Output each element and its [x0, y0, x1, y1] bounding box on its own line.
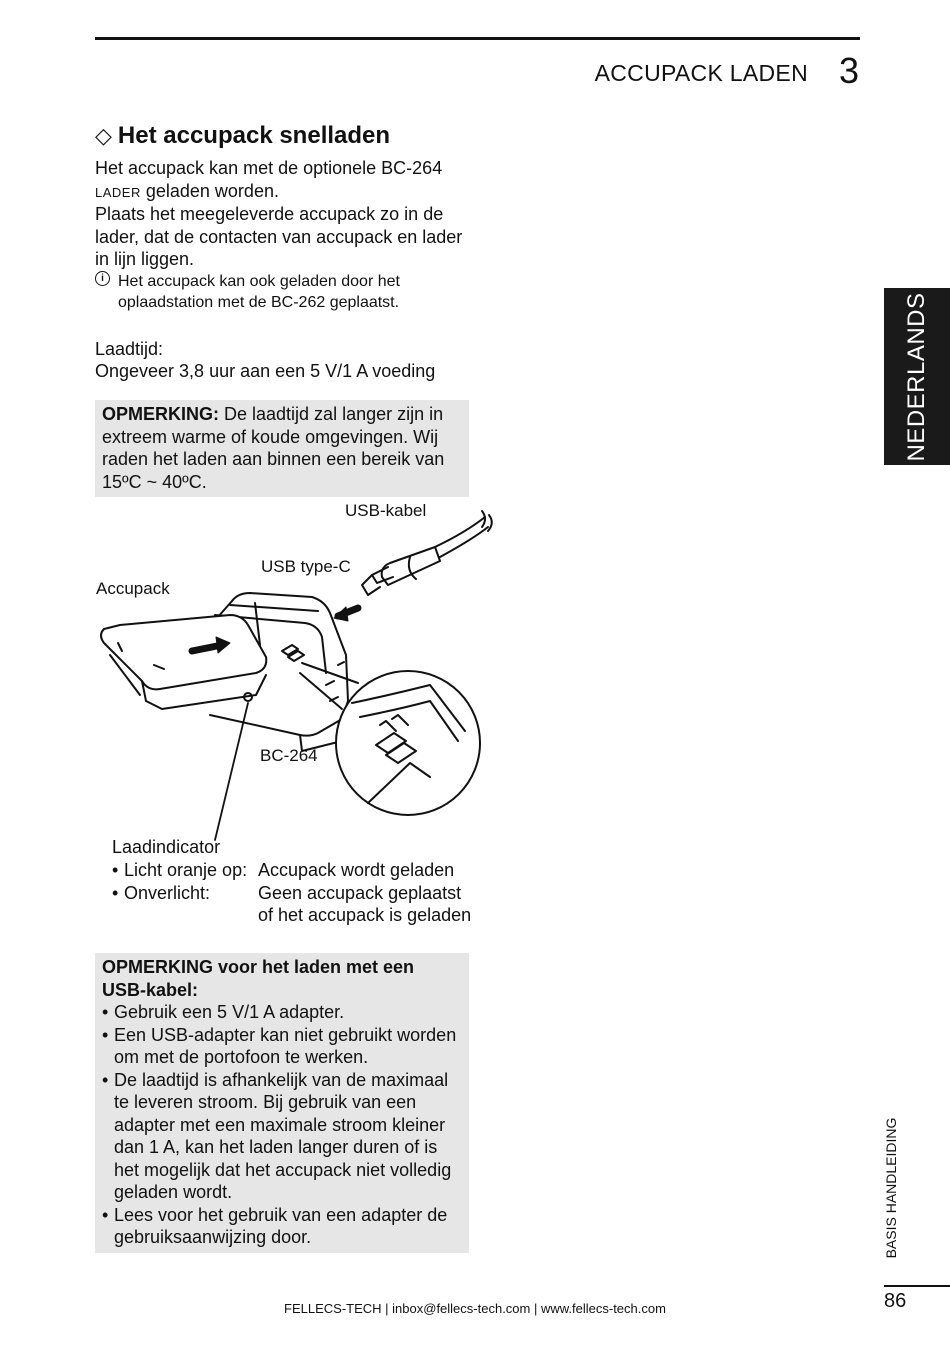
list-item: • Lees voor het gebruik van een adapter de gebruiksaanwijzing door. — [102, 1204, 462, 1249]
indicator-key — [124, 904, 258, 927]
note-text: De laadtijd zal langer zijn in extreem warme of koude omgevingen. Wij raden het laden aan binnen een bereik van 15ºC ~ 40ºC. — [102, 404, 445, 492]
chapter-number: 3 — [838, 50, 859, 91]
note2-list — [102, 1001, 462, 1249]
usb-plug — [382, 547, 440, 585]
indicator-leader-line — [215, 703, 248, 840]
charge-time-label: Laadtijd: — [95, 339, 164, 359]
list-item: • Een USB-adapter kan niet gebruikt worden om met de portofoon te werken. — [102, 1024, 462, 1069]
indicator-block — [112, 836, 471, 927]
indicator-key: Licht oranje op: — [124, 859, 248, 880]
detail-magnifier — [336, 671, 480, 815]
info-note — [95, 271, 495, 313]
indicator-row: • Onverlicht: Geen accupack geplaatst — [112, 882, 462, 903]
indicator-title: Laadindicator — [112, 837, 221, 857]
diamond-icon: ◇ — [95, 123, 112, 148]
info-note-text: Het accupack kan ook geladen door het oplaadstation met de BC-262 geplaatst. — [118, 273, 400, 311]
page-number-rule — [884, 1285, 950, 1287]
section-heading-text: Het accupack snelladen — [117, 122, 391, 149]
intro-paragraph — [95, 157, 495, 204]
label-usb-cable: USB-kabel — [345, 501, 427, 520]
indicator-value: Geen accupack geplaatst — [258, 882, 462, 903]
indicator-value: of het accupack is geladen — [258, 905, 472, 926]
charge-time-value: Ongeveer 3,8 uur aan een 5 V/1 A voeding — [95, 361, 436, 381]
indicator-key: Onverlicht: — [124, 882, 211, 903]
indicator-row — [112, 904, 471, 927]
list-item: • De laadtijd is afhankelijk van de maximaal te leveren stroom. Bij gebruik van een adapter met een maximale stroom kleiner dan 1 A, kan het laden langer duren of is het mogelijk dat het accupack niet volledig geladen wordt. — [102, 1069, 462, 1204]
indicator-row: • Licht oranje op: Accupack wordt geladen — [112, 859, 455, 880]
intro-text-end: geladen worden. — [140, 180, 279, 201]
language-tab-text: NEDERLANDS — [903, 291, 930, 462]
language-tab — [884, 288, 950, 465]
placement-paragraph: Plaats het meegeleverde accupack zo in de lader, dat de contacten van accupack en lader in lijn liggen. — [95, 204, 463, 269]
indicator-value: Accupack wordt geladen — [258, 859, 455, 880]
list-item: • Gebruik een 5 V/1 A adapter. — [102, 1001, 462, 1024]
page-number: 86 — [884, 1290, 907, 1312]
note-box-temperature — [95, 400, 469, 497]
label-bc264: BC-264 — [260, 746, 318, 765]
charger-illustration — [90, 505, 500, 855]
lader-smallcaps: LADER — [95, 184, 141, 200]
footer: FELLECS-TECH | inbox@fellecs-tech.com | www.fellecs-tech.com — [284, 1301, 666, 1316]
manual-label-text: BASIS HANDLEIDING — [883, 1117, 899, 1258]
usb-cable — [435, 517, 485, 547]
intro-text: Het accupack kan met de optionele BC-264 — [95, 158, 443, 178]
note2-title: OPMERKING voor het laden met een USB-kabel: — [102, 957, 415, 1000]
note-label: OPMERKING: — [102, 404, 219, 424]
chapter-title: ACCUPACK LADEN — [594, 60, 808, 86]
label-usb-typec: USB type-C — [261, 557, 351, 576]
label-accupack: Accupack — [96, 579, 170, 598]
section-heading — [95, 122, 390, 150]
note-box-usb — [95, 953, 469, 1253]
manual-label — [871, 1105, 911, 1270]
info-icon: i — [95, 271, 110, 286]
top-rule — [95, 37, 860, 40]
